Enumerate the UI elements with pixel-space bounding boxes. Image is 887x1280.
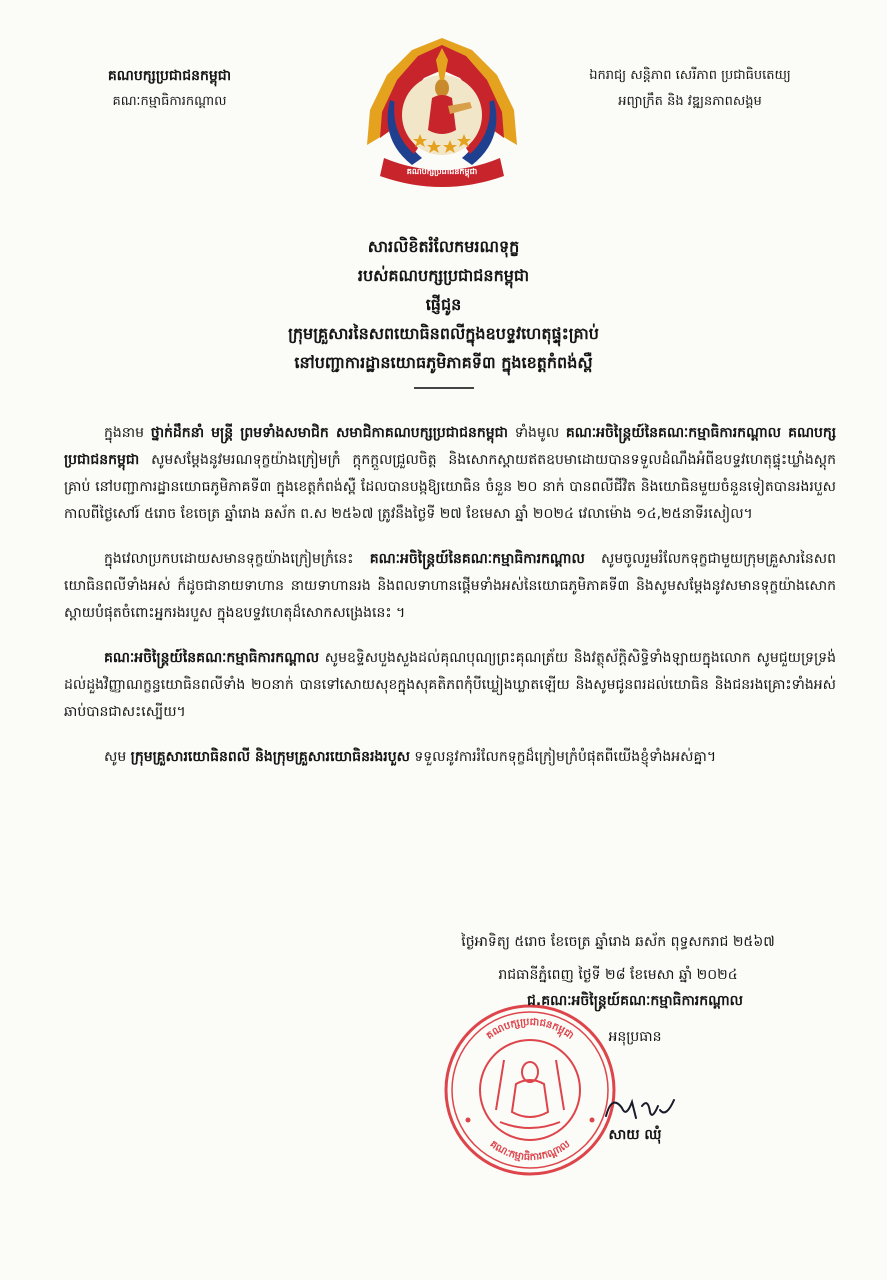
paragraph-4 <box>64 744 836 771</box>
title-line-3: ផ្ញើជូន <box>425 295 462 314</box>
para-4-seg-2: ក្រុមគ្រួសារយោធិនពលី និងក្រុមគ្រួសារយោធិនរងរបួស <box>130 749 410 765</box>
para-1-seg-2: ថ្នាក់ដឹកនាំ មន្ត្រី ព្រមទាំងសមាជិក សមាជិកាគណបក្សប្រជាជនកម្ពុជា <box>150 425 509 441</box>
title-line-1: សារលិខិតរំលែកមរណទុក្ខ <box>367 237 520 256</box>
committee-name: គណៈកម្មាធិការកណ្ដាល <box>112 94 227 109</box>
paragraph-2 <box>64 546 836 627</box>
para-2-seg-2: គណៈអចិន្ត្រៃយ៍នៃគណៈកម្មាធិការកណ្ដាល <box>369 551 585 567</box>
title-line-4: ក្រុមគ្រួសារនៃសពយោធិនពលីក្នុងឧបទ្ទវហេតុផ្ទុះគ្រាប់ <box>288 324 599 343</box>
signatory-name: សាយ ឈុំ <box>608 1127 662 1143</box>
nation-motto <box>530 66 850 112</box>
title-line-2: របស់គណបក្សប្រជាជនកម្ពុជា <box>357 266 530 285</box>
paragraph-3 <box>64 645 836 726</box>
para-2-seg-3: សូមចូលរួមរំលែកទុក្ខជាមួយក្រុមគ្រួសារនៃសពយោធិនពលីទាំងអស់ ក៏ដូចជានាយទាហាន នាយទាហានរង និងពលទាហានផ្ដើមទាំងអស់នៃយោធភូមិភាគទី៣ និងសូមសម្ដែងនូវសមានទុក្ខយ៉ាងសោកស្ដាយបំផុតចំពោះអ្នករងរបួស ក្នុងឧបទ្ទវហេតុដ៏សោកសង្រេងនេះ ។ <box>64 551 836 621</box>
document-title <box>160 232 727 389</box>
para-1-seg-3: ទាំងមូល <box>508 425 566 441</box>
paragraph-1 <box>64 420 836 528</box>
para-3-seg-1: គណៈអចិន្ត្រៃយ៍នៃគណៈកម្មាធិការកណ្ដាល <box>104 650 320 666</box>
logo-banner <box>380 158 504 187</box>
para-4-seg-3: ទទួលនូវការរំលែកទុក្ខដ៏ក្រៀមក្រំបំផុតពីយើងខ្ញុំទាំងអស់គ្នា។ <box>409 749 717 765</box>
party-header <box>62 66 277 112</box>
para-1-seg-5: សូមសម្ដែងនូវមរណទុក្ខយ៉ាងក្រៀមក្រំ ក្តុកក្តួលជ្រួលចិត្ត និងសោកស្ដាយឥតឧបមាដោយបានទទួលដំណឹងអំពីឧបទ្ទវហេតុផ្ទុះឃ្លាំងស្តុកគ្រាប់ នៅបញ្ជាការដ្ឋានយោធភូមិភាគទី៣ ក្នុងខេត្តកំពង់ស្ពឺ ដែលបានបង្កឱ្យយោធិន ចំនួន ២០ នាក់ បានពលីជីវិត និងយោធិនមួយចំនួនទៀតបានរងរបួស កាលពីថ្ងៃសៅរ៍ ៥រោច ខែចេត្រ ឆ្នាំរោង ឆស័ក ព.ស ២៥៦៧ ត្រូវនឹងថ្ងៃទី ២៧ ខែមេសា ឆ្នាំ ២០២៤ វេលាម៉ោង ១៤,២៥នាទីរសៀល។ <box>64 452 836 522</box>
logo-banner-text: គណបក្សប្រជាជនកម្ពុជា <box>406 167 478 176</box>
seal-arc-bottom: គណៈកម្មាធិការកណ្ដាល <box>487 1138 573 1164</box>
party-name: គណបក្សប្រជាជនកម្ពុជា <box>107 68 232 84</box>
motto-line-2: អព្យាក្រឹត និង វឌ្ឍនភាពសង្គម <box>618 94 762 109</box>
para-2-seg-1: ក្នុងវេលាប្រកបដោយសមានទុក្ខយ៉ាងក្រៀមក្រំនេះ <box>104 551 370 567</box>
lunar-date: ថ្ងៃអាទិត្យ ៥រោច ខែចេត្រ ឆ្នាំរោង ឆស័ក ពុទ្ធសករាជ ២៥៦៧ <box>461 934 775 950</box>
letter-body <box>64 420 836 789</box>
place-date: រាជធានីភ្នំពេញ ថ្ងៃទី ២៨ ខែមេសា ឆ្នាំ ២០២៤ <box>498 967 738 983</box>
seal-arc-top: គណបក្សប្រជាជនកម្ពុជា <box>484 1016 576 1042</box>
handwritten-signature <box>600 1088 680 1128</box>
para-1-seg-4: គណៈអចិន្ត្រៃយ៍នៃគណៈកម្មាធិការកណ្ដាល គណបក្សប្រជាជនកម្ពុជា <box>64 425 836 468</box>
para-1-seg-1: ក្នុងនាម <box>104 425 151 441</box>
para-3-seg-2: សូមឧទ្ទិសបួងសួងដល់គុណបុណ្យព្រះគុណត្រ័យ និងវត្ថុស័ក្តិសិទ្ធិទាំងឡាយក្នុងលោក សូមជួយទ្រទ្រង់ដល់ដួងវិញ្ញាណក្ខន្ធយោធិនពលីទាំង ២០នាក់ បានទៅសោយសុខក្នុងសុគតិភពកុំបីឃ្លៀងឃ្លាតឡើយ និងសូមជូនពរដល់យោធិន និងជនរងគ្រោះទាំងអស់ឆាប់បានជាសះស្បើយ។ <box>64 650 836 720</box>
motto-line-1: ឯករាជ្យ សន្តិភាព សេរីភាព ប្រជាធិបតេយ្យ <box>589 68 791 83</box>
dateline <box>388 926 848 992</box>
title-line-5: នៅបញ្ជាការដ្ឋានយោធភូមិភាគទី៣ ក្នុងខេត្តកំពង់ស្ពឺ <box>294 353 593 372</box>
signatory-role: អនុប្រធាន <box>608 1029 662 1045</box>
title-divider <box>414 387 474 389</box>
signatory-org: ជ.គណៈអចិន្ត្រៃយ៍គណៈកម្មាធិការកណ្ដាល <box>527 993 743 1009</box>
party-logo <box>352 30 532 192</box>
para-4-seg-1: សូម <box>104 749 131 765</box>
